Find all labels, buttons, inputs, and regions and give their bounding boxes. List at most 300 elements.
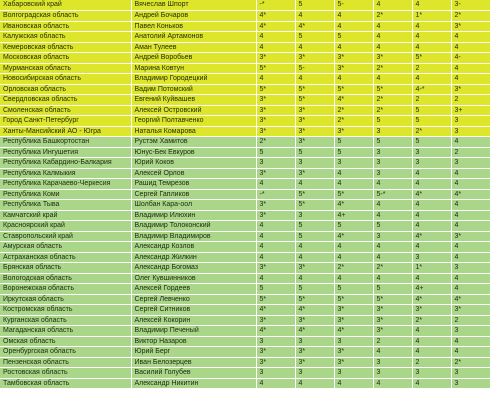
score-cell: 3 (295, 368, 334, 379)
score-cell: 3* (256, 315, 295, 326)
region-cell: Республика Кабардино-Балкария (0, 158, 131, 169)
score-cell: 2 (412, 95, 451, 106)
table-row (0, 231, 490, 242)
score-cell: 4 (373, 42, 412, 53)
score-cell: 4 (412, 210, 451, 221)
score-cell: 3* (295, 347, 334, 358)
score-cell: 3* (256, 347, 295, 358)
score-cell: 3* (334, 53, 373, 64)
score-cell: 4* (256, 21, 295, 32)
score-cell: 4 (373, 0, 412, 11)
score-cell: 3 (373, 126, 412, 137)
region-cell: Республика Ингушетия (0, 147, 131, 158)
region-cell: Пензенская область (0, 357, 131, 368)
score-cell: 4* (334, 326, 373, 337)
score-cell: 4 (295, 42, 334, 53)
region-cell: Воронежская область (0, 284, 131, 295)
score-cell: 4 (451, 179, 490, 190)
score-cell: 5 (256, 147, 295, 158)
governor-cell: Павел Коньков (131, 21, 256, 32)
table-row (0, 305, 490, 316)
region-cell: Ростовская область (0, 368, 131, 379)
score-cell: 4 (256, 242, 295, 253)
score-cell: 4 (334, 179, 373, 190)
score-cell: 4* (334, 231, 373, 242)
score-cell: 2 (373, 336, 412, 347)
governor-cell: Александр Козлов (131, 242, 256, 253)
region-cell: Республика Тыва (0, 200, 131, 211)
region-cell: Республика Калмыкия (0, 168, 131, 179)
score-cell: 3 (451, 368, 490, 379)
score-cell: 2* (373, 11, 412, 22)
score-cell: 4 (373, 347, 412, 358)
table-row (0, 179, 490, 190)
score-cell: 2 (451, 315, 490, 326)
score-cell: 3* (373, 53, 412, 64)
governor-cell: Вадим Потомский (131, 84, 256, 95)
governor-cell: Александр Богомаз (131, 263, 256, 274)
score-cell: 3 (295, 336, 334, 347)
region-cell: Город Санкт-Петербург (0, 116, 131, 127)
score-cell: 5* (373, 294, 412, 305)
score-cell: 5* (334, 294, 373, 305)
score-cell: 3* (256, 116, 295, 127)
region-cell: Хабаровский край (0, 0, 131, 11)
score-cell: 3 (295, 210, 334, 221)
governor-cell: Вячеслав Шпорт (131, 0, 256, 11)
score-cell: 5* (334, 84, 373, 95)
score-cell: 4 (412, 32, 451, 43)
governor-cell: Андрей Воробьев (131, 53, 256, 64)
score-cell: 4 (412, 326, 451, 337)
score-cell: 4 (412, 0, 451, 11)
score-cell: 4* (334, 200, 373, 211)
score-cell: 5 (412, 105, 451, 116)
table-row (0, 53, 490, 64)
score-cell: 4 (373, 32, 412, 43)
score-cell: 4 (451, 63, 490, 74)
score-cell: 4 (256, 221, 295, 232)
score-cell: 4 (451, 42, 490, 53)
score-cell: 5- (295, 63, 334, 74)
score-cell: 4 (256, 252, 295, 263)
governor-cell: Владимир Владимиров (131, 231, 256, 242)
score-cell: 5 (295, 284, 334, 295)
region-cell: Смоленская область (0, 105, 131, 116)
score-cell: 2* (412, 126, 451, 137)
score-cell: 4* (451, 294, 490, 305)
score-cell: 2* (412, 315, 451, 326)
governor-cell: Наталья Комарова (131, 126, 256, 137)
score-cell: 3 (451, 126, 490, 137)
score-cell: 3 (451, 158, 490, 169)
table-row (0, 116, 490, 127)
table-row (0, 84, 490, 95)
score-cell: 4 (451, 32, 490, 43)
score-cell: 4 (412, 200, 451, 211)
region-cell: Камчатский край (0, 210, 131, 221)
region-cell: Астраханская область (0, 252, 131, 263)
score-cell: 4 (373, 242, 412, 253)
score-cell: 3* (256, 126, 295, 137)
score-cell: 3* (256, 200, 295, 211)
region-cell: Новосибирская область (0, 74, 131, 85)
score-cell: 4 (451, 347, 490, 358)
score-cell: 3* (295, 105, 334, 116)
score-cell: 5 (295, 231, 334, 242)
score-cell: 4 (295, 242, 334, 253)
score-cell: 4 (334, 74, 373, 85)
score-cell: 5* (334, 189, 373, 200)
score-cell: 3 (373, 357, 412, 368)
score-cell: 3 (334, 368, 373, 379)
region-cell: Курганская область (0, 315, 131, 326)
region-cell: Орловская область (0, 84, 131, 95)
score-cell: 4 (412, 273, 451, 284)
score-cell: 4 (256, 231, 295, 242)
score-cell: 5- (334, 0, 373, 11)
score-cell: 3 (373, 231, 412, 242)
score-cell: 3 (334, 158, 373, 169)
score-cell: 5 (373, 221, 412, 232)
score-cell: 4 (334, 252, 373, 263)
score-cell: 4 (412, 336, 451, 347)
table-row (0, 347, 490, 358)
score-cell: 3* (412, 305, 451, 316)
score-cell: 2 (412, 63, 451, 74)
table-row (0, 74, 490, 85)
score-cell: 3 (412, 158, 451, 169)
score-cell: 3* (256, 95, 295, 106)
score-cell: 3* (334, 126, 373, 137)
score-cell: 5* (295, 189, 334, 200)
region-cell: Республика Коми (0, 189, 131, 200)
score-cell: 4* (412, 189, 451, 200)
score-cell: 4* (334, 95, 373, 106)
governor-cell: Иван Белозерцев (131, 357, 256, 368)
score-cell: 4 (451, 168, 490, 179)
governor-cell: Рустэм Хамитов (131, 137, 256, 148)
score-cell: 4 (451, 273, 490, 284)
governor-cell: Олег Кувшинников (131, 273, 256, 284)
score-cell: 3 (295, 158, 334, 169)
table-row (0, 368, 490, 379)
score-cell: 4 (451, 210, 490, 221)
score-cell: -* (256, 0, 295, 11)
score-cell: 5 (256, 284, 295, 295)
region-cell: Омская область (0, 336, 131, 347)
score-cell: 3* (334, 305, 373, 316)
score-cell: 4- (451, 53, 490, 64)
score-cell: 5 (334, 32, 373, 43)
score-cell: 3* (295, 53, 334, 64)
governor-cell: Сергей Гапликов (131, 189, 256, 200)
score-cell: 4 (412, 378, 451, 389)
score-cell: 5 (334, 147, 373, 158)
table-row (0, 252, 490, 263)
score-cell: 2* (256, 137, 295, 148)
score-cell: 2* (451, 11, 490, 22)
score-cell: 4* (295, 21, 334, 32)
score-cell: 3 (256, 368, 295, 379)
score-cell: 5* (412, 53, 451, 64)
score-cell: 4* (256, 11, 295, 22)
table-row (0, 0, 490, 11)
score-cell: 5 (373, 116, 412, 127)
score-cell: 2* (451, 357, 490, 368)
table-row (0, 326, 490, 337)
score-cell: 3* (451, 84, 490, 95)
score-cell: 4 (412, 179, 451, 190)
governor-cell: Рашид Темрезов (131, 179, 256, 190)
region-cell: Тамбовская область (0, 378, 131, 389)
score-cell: 3* (295, 168, 334, 179)
score-cell: 3* (256, 263, 295, 274)
score-cell: 3* (334, 357, 373, 368)
governor-cell: Юрий Коков (131, 158, 256, 169)
score-cell: 3 (451, 378, 490, 389)
score-cell: 4 (295, 273, 334, 284)
score-cell: 4 (373, 200, 412, 211)
governor-cell: Владимир Городецкий (131, 74, 256, 85)
score-cell: 2 (451, 147, 490, 158)
governor-cell: Алексей Гордеев (131, 284, 256, 295)
table-row (0, 137, 490, 148)
score-cell: 5 (373, 284, 412, 295)
table-row (0, 42, 490, 53)
score-cell: 4 (412, 168, 451, 179)
table-row (0, 284, 490, 295)
table-row (0, 273, 490, 284)
score-cell: 3* (373, 326, 412, 337)
score-cell: 4 (451, 242, 490, 253)
table-row (0, 147, 490, 158)
governor-cell: Юрий Берг (131, 347, 256, 358)
score-cell: 3* (451, 231, 490, 242)
governor-cell: Андрей Бочаров (131, 11, 256, 22)
score-cell: 3* (295, 137, 334, 148)
score-cell: 4 (334, 11, 373, 22)
score-cell: 4 (256, 273, 295, 284)
governor-cell: Георгий Полтавченко (131, 116, 256, 127)
score-cell: 4* (295, 305, 334, 316)
score-cell: 4 (451, 74, 490, 85)
score-cell: 4 (412, 42, 451, 53)
region-cell: Красноярский край (0, 221, 131, 232)
score-cell: 3* (256, 210, 295, 221)
table-row (0, 158, 490, 169)
score-cell: 3* (451, 305, 490, 316)
score-cell: 4 (334, 168, 373, 179)
score-cell: 3 (256, 336, 295, 347)
score-cell: 5 (412, 116, 451, 127)
region-cell: Мурманская область (0, 63, 131, 74)
score-cell: 3* (295, 263, 334, 274)
score-cell: 3* (256, 357, 295, 368)
governor-cell: Владимир Печеный (131, 326, 256, 337)
score-cell: 4 (334, 42, 373, 53)
score-cell: 4 (334, 242, 373, 253)
score-cell: 4 (334, 378, 373, 389)
score-cell: 3* (373, 315, 412, 326)
table-row (0, 210, 490, 221)
score-cell: 4 (373, 210, 412, 221)
score-cell: 4 (373, 179, 412, 190)
region-cell: Вологодская область (0, 273, 131, 284)
score-cell: 3 (373, 168, 412, 179)
table-row (0, 315, 490, 326)
score-cell: 4* (412, 231, 451, 242)
region-cell: Магаданская область (0, 326, 131, 337)
table-row (0, 105, 490, 116)
score-cell: 4 (451, 252, 490, 263)
score-cell: 4 (412, 221, 451, 232)
region-cell: Свердловская область (0, 95, 131, 106)
governor-cell: Алексей Островский (131, 105, 256, 116)
score-cell: 4 (451, 200, 490, 211)
table-row (0, 32, 490, 43)
score-cell: 3* (295, 116, 334, 127)
governor-cell: Василий Голубев (131, 368, 256, 379)
score-cell: 4 (295, 179, 334, 190)
score-cell: 4+ (412, 284, 451, 295)
score-cell: 4 (334, 273, 373, 284)
table-row (0, 168, 490, 179)
score-cell: 2 (412, 357, 451, 368)
score-cell: 4 (412, 347, 451, 358)
score-cell: 4 (295, 252, 334, 263)
score-cell: 3* (295, 126, 334, 137)
score-cell: 4 (451, 336, 490, 347)
region-cell: Иркутская область (0, 294, 131, 305)
governor-cell: Марина Ковтун (131, 63, 256, 74)
score-cell: 2* (373, 63, 412, 74)
score-cell: 4 (451, 137, 490, 148)
score-cell: 5 (334, 137, 373, 148)
region-cell: Республика Башкортостан (0, 137, 131, 148)
score-cell: 3 (334, 336, 373, 347)
region-cell: Волгоградская область (0, 11, 131, 22)
score-cell: 4 (256, 378, 295, 389)
region-cell: Оренбургская область (0, 347, 131, 358)
score-cell: 4 (334, 21, 373, 32)
score-cell: 2* (334, 263, 373, 274)
score-cell: 3 (451, 263, 490, 274)
governor-cell: Александр Жилкин (131, 252, 256, 263)
score-cell: 5* (295, 95, 334, 106)
score-cell: 4 (373, 21, 412, 32)
region-cell: Костромская область (0, 305, 131, 316)
score-cell: 1* (412, 11, 451, 22)
score-cell: 4* (451, 189, 490, 200)
governor-cell: Виктор Назаров (131, 336, 256, 347)
governor-cell: Юнус-Бек Евкуров (131, 147, 256, 158)
table-row (0, 63, 490, 74)
table-row (0, 11, 490, 22)
score-cell: 4 (451, 221, 490, 232)
table-row (0, 200, 490, 211)
score-cell: 4* (295, 326, 334, 337)
score-cell: 4 (412, 242, 451, 253)
score-cell: 5 (295, 0, 334, 11)
score-cell: 3+ (451, 105, 490, 116)
score-cell: 4 (256, 32, 295, 43)
score-cell: 4 (295, 378, 334, 389)
score-cell: 3 (373, 147, 412, 158)
score-cell: 3 (412, 252, 451, 263)
score-cell: 3 (412, 147, 451, 158)
score-cell: 4 (373, 252, 412, 263)
score-cell: 5 (295, 147, 334, 158)
governor-cell: Аман Тулеев (131, 42, 256, 53)
region-cell: Республика Карачаево-Черкесия (0, 179, 131, 190)
region-cell: Амурская область (0, 242, 131, 253)
score-cell: 3* (256, 105, 295, 116)
score-cell: 2* (334, 116, 373, 127)
score-cell: 3 (373, 158, 412, 169)
score-cell: 5* (295, 294, 334, 305)
region-cell: Брянская область (0, 263, 131, 274)
score-cell: 3 (451, 326, 490, 337)
score-cell: 5* (256, 63, 295, 74)
table-row (0, 336, 490, 347)
score-cell: 5 (295, 32, 334, 43)
table-row (0, 95, 490, 106)
score-cell: -* (256, 189, 295, 200)
score-cell: 3 (256, 158, 295, 169)
region-cell: Кемеровская область (0, 42, 131, 53)
table-row (0, 263, 490, 274)
table-row (0, 357, 490, 368)
region-cell: Ивановская область (0, 21, 131, 32)
table-row (0, 294, 490, 305)
score-cell: 5 (334, 221, 373, 232)
score-cell: 1* (412, 263, 451, 274)
score-cell: 5 (334, 284, 373, 295)
governor-cell: Александр Никитин (131, 378, 256, 389)
governor-cell: Сергей Ситников (131, 305, 256, 316)
score-cell: 4 (256, 74, 295, 85)
governor-cell: Евгений Куйвашев (131, 95, 256, 106)
score-cell: 5 (295, 221, 334, 232)
region-cell: Московская область (0, 53, 131, 64)
score-cell: 3* (334, 63, 373, 74)
score-cell: 5* (256, 84, 295, 95)
score-cell: 4* (256, 305, 295, 316)
score-cell: 4 (451, 284, 490, 295)
table-row (0, 189, 490, 200)
score-cell: 2 (451, 95, 490, 106)
region-cell: Ханты-Мансийский АО - Югра (0, 126, 131, 137)
score-cell: 3* (256, 53, 295, 64)
table-row (0, 21, 490, 32)
score-cell: 5* (295, 200, 334, 211)
score-cell: 3- (451, 0, 490, 11)
score-cell: 3* (295, 357, 334, 368)
score-cell: 2* (373, 105, 412, 116)
score-cell: 4 (373, 74, 412, 85)
score-cell: 5 (412, 137, 451, 148)
governor-cell: Владимир Илюхин (131, 210, 256, 221)
score-cell: 3* (295, 315, 334, 326)
score-cell: 5* (295, 84, 334, 95)
score-cell: 4 (412, 74, 451, 85)
table-row (0, 378, 490, 389)
governor-cell: Алексей Орлов (131, 168, 256, 179)
score-cell: 3* (334, 347, 373, 358)
score-cell: 4 (373, 378, 412, 389)
score-cell: 3 (373, 368, 412, 379)
